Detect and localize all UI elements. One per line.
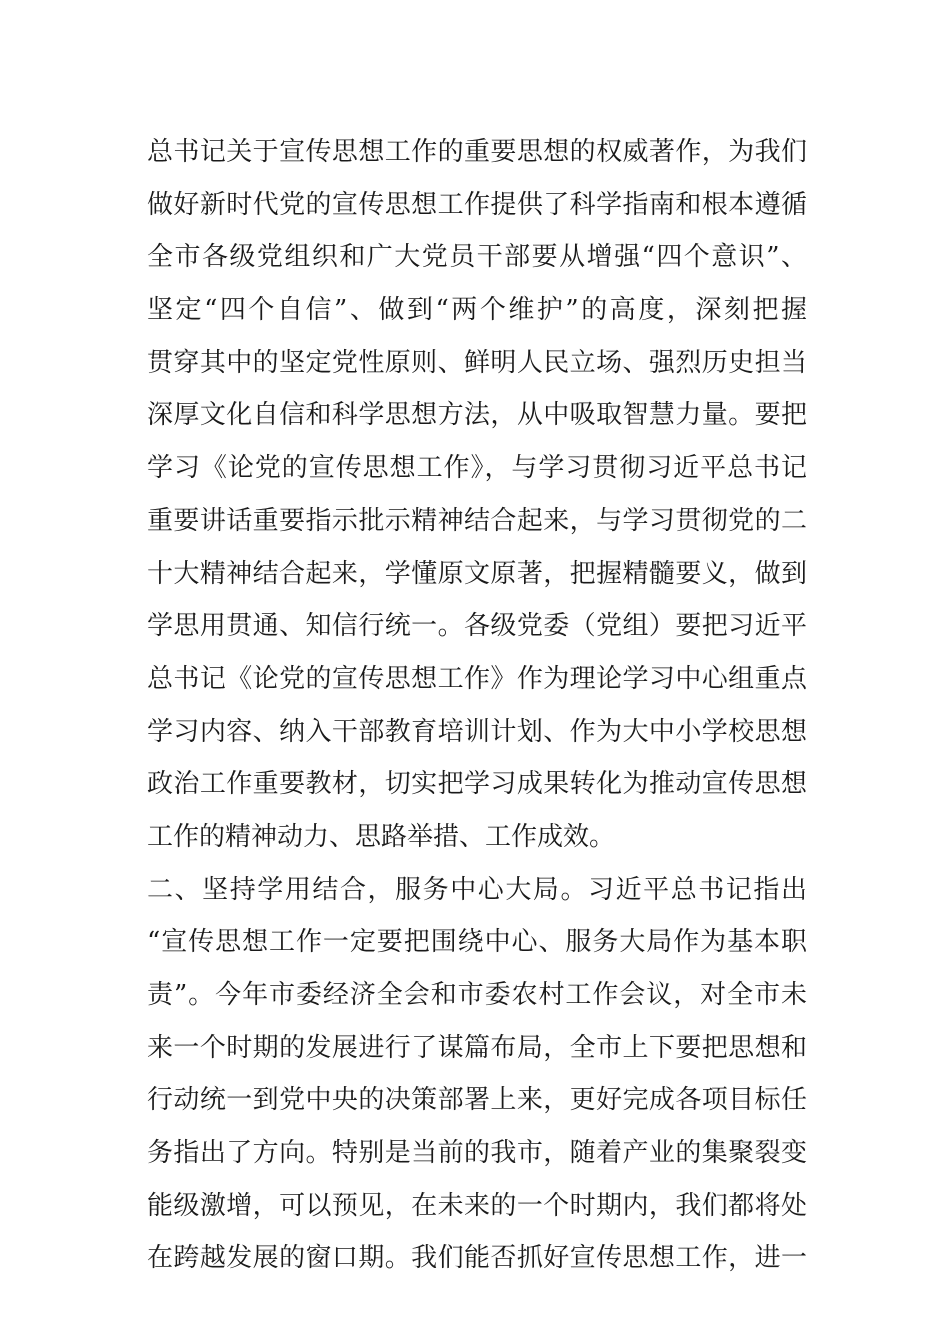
text-line: 总书记关于宣传思想工作的重要思想的权威著作，为我们 — [147, 137, 807, 167]
text-line: 深厚文化自信和科学思想方法，从中吸取智慧力量。要把 — [147, 400, 807, 431]
text-line: “宣传思想工作一定要把围绕中心、服务大局作为基本职 — [147, 927, 807, 958]
text-line: 学习《论党的宣传思想工作》，与学习贯彻习近平总书记 — [147, 453, 807, 484]
text-line: 做好新时代党的宣传思想工作提供了科学指南和根本遵循 — [147, 189, 807, 220]
text-line: 务指出了方向。特别是当前的我市，随着产业的集聚裂变 — [147, 1138, 807, 1169]
text-line: 总书记《论党的宣传思想工作》作为理论学习中心组重点 — [147, 663, 807, 694]
text-line: 重要讲话重要指示批示精神结合起来，与学习贯彻党的二 — [147, 505, 807, 536]
text-line: 坚定“四个自信”、做到“两个维护”的高度，深刻把握 — [147, 295, 807, 326]
text-line: 工作的精神动力、思路举措、工作成效。 — [147, 821, 616, 852]
text-line: 学习内容、纳入干部教育培训计划、作为大中小学校思想 — [147, 716, 807, 747]
text-line: 贯穿其中的坚定党性原则、鲜明人民立场、强烈历史担当 — [147, 347, 807, 378]
text-line: 来一个时期的发展进行了谋篇布局，全市上下要把思想和 — [147, 1032, 807, 1063]
body-text — [147, 126, 807, 1285]
text-line: 二、坚持学用结合，服务中心大局。习近平总书记指出 — [147, 874, 807, 905]
text-line: 行动统一到党中央的决策部署上来，更好完成各项目标任 — [147, 1085, 807, 1116]
text-line: 十大精神结合起来，学懂原文原著，把握精髓要义，做到 — [147, 558, 807, 589]
text-line: 责”。今年市委经济全会和市委农村工作会议，对全市未 — [147, 980, 807, 1010]
text-line: 能级激增，可以预见，在未来的一个时期内，我们都将处 — [147, 1190, 807, 1221]
text-line: 在跨越发展的窗口期。我们能否抓好宣传思想工作，进一 — [147, 1243, 807, 1274]
text-line: 全市各级党组织和广大党员干部要从增强“四个意识”、 — [147, 242, 807, 273]
text-line: 政治工作重要教材，切实把学习成果转化为推动宣传思想 — [147, 769, 807, 800]
text-line: 学思用贯通、知信行统一。各级党委（党组）要把习近平 — [147, 611, 807, 642]
